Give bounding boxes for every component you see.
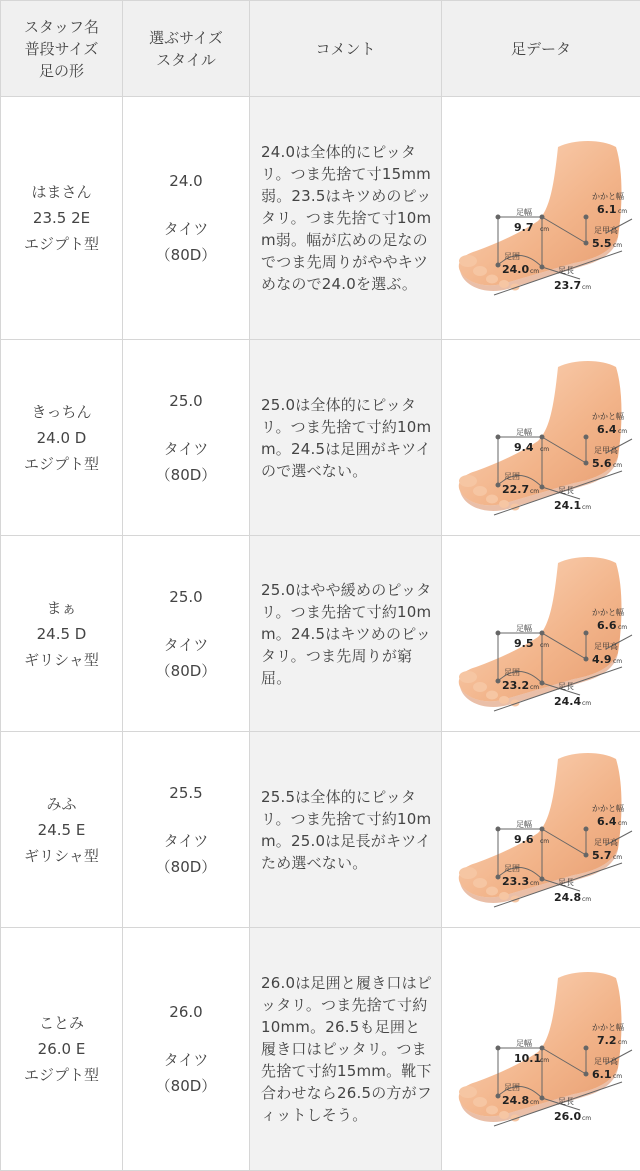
- heel-width-label: かかと幅: [592, 411, 624, 421]
- foot-length-value: 24.1: [554, 498, 582, 512]
- heel-width-label: かかと幅: [592, 192, 624, 201]
- comment-cell: 25.5は全体的にピッタリ。つま先捨て寸約10mm。25.0は足長がキツイため選べない。: [250, 732, 442, 928]
- heel-width-unit: cm: [618, 819, 628, 827]
- foot-length-label: 足長: [558, 485, 574, 495]
- chosen-size: 25.0: [169, 587, 203, 606]
- heel-width-value: 6.4: [597, 814, 617, 828]
- foot-width-unit: cm: [540, 445, 550, 453]
- heel-width-unit: cm: [618, 208, 628, 215]
- foot-length-value: 26.0: [554, 1110, 582, 1123]
- foot-girth-unit: cm: [530, 1099, 540, 1106]
- staff-foot-shape: エジプト型: [23, 1066, 99, 1084]
- instep-height-value: 5.5: [592, 237, 612, 250]
- heel-width-value: 6.6: [597, 618, 617, 632]
- comment-cell: 24.0は全体的にピッタリ。つま先捨て寸15mm弱。23.5はキツめのピッタリ。つま先捨て寸10mm弱。幅が広めの足なのでつま先周りがややキツめなので24.0を選ぶ。: [250, 97, 442, 340]
- instep-height-label: 足甲高: [594, 837, 618, 847]
- foot-length-unit: cm: [582, 503, 592, 511]
- foot-length-measure: [554, 878, 591, 904]
- instep-height-value: 5.7: [592, 848, 612, 862]
- foot-girth-label: 足囲: [504, 667, 520, 677]
- foot-width-value: 9.7: [514, 221, 534, 234]
- header-comment: コメント: [250, 1, 442, 97]
- header-foot-data: 足データ: [442, 1, 640, 97]
- heel-width-unit: cm: [618, 1039, 628, 1046]
- foot-data-cell: [442, 536, 640, 732]
- staff-cell: [1, 732, 123, 928]
- staff-usual-size: 24.5 D: [36, 624, 87, 643]
- foot-length-label: 足長: [558, 681, 574, 691]
- foot-width-value: 9.6: [514, 832, 534, 846]
- foot-measurement-figure: [446, 353, 636, 523]
- foot-girth-unit: cm: [530, 879, 540, 887]
- foot-length-label: 足長: [558, 266, 574, 275]
- instep-height-value: 4.9: [592, 652, 612, 666]
- instep-height-value: 6.1: [592, 1068, 612, 1081]
- instep-height-unit: cm: [613, 1073, 623, 1080]
- style-label: タイツ: [163, 220, 209, 238]
- denier-label: （80D）: [155, 246, 217, 264]
- size-cell: [123, 97, 250, 340]
- heel-width-value: 6.4: [597, 422, 617, 436]
- foot-length-value: 24.4: [554, 694, 582, 708]
- foot-width-unit: cm: [540, 837, 550, 845]
- foot-girth-unit: cm: [530, 268, 540, 275]
- denier-label: （80D）: [155, 465, 217, 484]
- comment-cell: 25.0はやや緩めのピッタリ。つま先捨て寸約10mm。24.5はキツめのピッタリ。つま先周りが窮屈。: [250, 536, 442, 732]
- comment-cell: 26.0は足囲と履き口はピッタリ。つま先捨て寸約10mm。26.5も足囲と履き口はピッタリ。つま先捨て寸約15mm。靴下合わせなら26.5の方がフィットしそう。: [250, 928, 442, 1171]
- foot-measurement-figure: [446, 133, 636, 303]
- foot-girth-unit: cm: [530, 683, 540, 691]
- chosen-size: 25.5: [169, 783, 203, 802]
- heel-width-value: 6.1: [597, 203, 617, 216]
- chosen-size: 26.0: [169, 1003, 203, 1021]
- foot-length-measure: [554, 266, 591, 292]
- chosen-size: 25.0: [169, 391, 203, 410]
- table-row: [1, 732, 640, 928]
- staff-cell: [1, 536, 123, 732]
- size-cell: [123, 732, 250, 928]
- staff-usual-size: 24.0 D: [36, 428, 87, 447]
- header-staff-name: スタッフ名: [23, 17, 99, 36]
- heel-width-measure: [592, 411, 627, 436]
- table-header: [1, 1, 640, 97]
- denier-label: （80D）: [155, 1077, 217, 1095]
- staff-usual-size: 23.5 2E: [32, 209, 91, 227]
- instep-height-unit: cm: [613, 657, 623, 665]
- style-label: タイツ: [163, 439, 209, 458]
- instep-height-label: 足甲高: [594, 1057, 618, 1066]
- header-size-style: スタイル: [156, 50, 216, 69]
- header-staff-usual-size: 普段サイズ: [24, 39, 99, 58]
- foot-girth-unit: cm: [530, 487, 540, 495]
- instep-height-label: 足甲高: [594, 226, 618, 235]
- foot-width-label: 足幅: [516, 427, 532, 437]
- staff-foot-shape: エジプト型: [23, 454, 99, 473]
- heel-width-label: かかと幅: [592, 607, 624, 617]
- foot-data-cell: [442, 340, 640, 536]
- foot-girth-label: 足囲: [504, 471, 520, 481]
- heel-width-unit: cm: [618, 623, 628, 631]
- foot-measurement-figure: [446, 549, 636, 719]
- foot-width-label: 足幅: [516, 208, 532, 217]
- denier-label: （80D）: [155, 661, 217, 680]
- foot-girth-value: 22.7: [502, 482, 530, 496]
- chosen-size: 24.0: [169, 172, 203, 190]
- table-row: [1, 536, 640, 732]
- heel-width-label: かかと幅: [592, 803, 624, 813]
- instep-height-unit: cm: [613, 853, 623, 861]
- foot-length-measure: [554, 1097, 591, 1123]
- staff-foot-shape: ギリシャ型: [24, 846, 99, 865]
- staff-usual-size: 24.5 E: [37, 820, 86, 839]
- style-label: タイツ: [163, 1051, 209, 1069]
- foot-length-unit: cm: [582, 895, 592, 903]
- heel-width-unit: cm: [618, 427, 628, 435]
- table-body: [1, 97, 640, 1171]
- foot-data-cell: [442, 97, 640, 340]
- foot-girth-value: 23.3: [502, 874, 530, 888]
- size-cell: [123, 536, 250, 732]
- foot-width-unit: cm: [540, 226, 550, 233]
- heel-width-value: 7.2: [597, 1034, 617, 1047]
- heel-width-measure: [592, 191, 627, 216]
- foot-length-measure: [554, 486, 591, 512]
- denier-label: （80D）: [155, 857, 217, 876]
- foot-girth-label: 足囲: [504, 863, 520, 873]
- staff-cell: [1, 97, 123, 340]
- foot-length-value: 23.7: [554, 279, 582, 292]
- instep-height-value: 5.6: [592, 456, 612, 470]
- table-row: [1, 928, 640, 1171]
- staff-usual-size: 26.0 E: [37, 1040, 86, 1058]
- table-row: [1, 340, 640, 536]
- foot-width-value: 9.5: [514, 636, 534, 650]
- foot-width-value: 10.1: [514, 1052, 542, 1065]
- foot-measurement-figure: [446, 964, 636, 1134]
- foot-length-value: 24.8: [554, 890, 582, 904]
- instep-height-unit: cm: [613, 242, 623, 249]
- heel-width-measure: [592, 1022, 627, 1047]
- staff-cell: [1, 340, 123, 536]
- foot-girth-value: 24.8: [502, 1094, 530, 1107]
- staff-name: きっちん: [31, 402, 92, 421]
- staff-name: はまさん: [31, 183, 92, 201]
- comment-cell: 25.0は全体的にピッタリ。つま先捨て寸約10mm。24.5は足囲がキツイので選べない。: [250, 340, 442, 536]
- foot-girth-label: 足囲: [504, 252, 520, 261]
- size-cell: [123, 340, 250, 536]
- style-label: タイツ: [163, 831, 209, 850]
- header-size-chosen: 選ぶサイズ: [149, 28, 223, 47]
- size-cell: [123, 928, 250, 1171]
- foot-length-measure: [554, 682, 591, 708]
- foot-length-label: 足長: [558, 1097, 574, 1106]
- heel-width-measure: [592, 803, 627, 828]
- style-label: タイツ: [163, 635, 209, 654]
- foot-length-unit: cm: [582, 284, 592, 291]
- header-staff-foot-shape: 足の形: [38, 61, 84, 80]
- foot-width-label: 足幅: [516, 819, 532, 829]
- header-staff: [1, 1, 123, 97]
- foot-width-label: 足幅: [516, 623, 532, 633]
- foot-length-unit: cm: [582, 699, 592, 707]
- heel-width-label: かかと幅: [592, 1023, 624, 1032]
- foot-width-unit: cm: [540, 641, 550, 649]
- foot-girth-value: 24.0: [502, 263, 530, 276]
- instep-height-label: 足甲高: [594, 445, 618, 455]
- header-size: [123, 1, 250, 97]
- instep-height-label: 足甲高: [594, 641, 618, 651]
- foot-width-label: 足幅: [516, 1039, 532, 1048]
- staff-foot-shape: エジプト型: [23, 235, 99, 253]
- instep-height-unit: cm: [613, 461, 623, 469]
- staff-name: まぁ: [46, 598, 77, 617]
- table-row: [1, 97, 640, 340]
- foot-width-value: 9.4: [514, 440, 534, 454]
- staff-name: ことみ: [38, 1014, 84, 1032]
- foot-length-label: 足長: [558, 877, 574, 887]
- heel-width-measure: [592, 607, 627, 632]
- staff-foot-shape: ギリシャ型: [24, 650, 99, 669]
- foot-data-cell: [442, 928, 640, 1171]
- foot-data-cell: [442, 732, 640, 928]
- staff-name: みふ: [46, 794, 77, 813]
- foot-width-unit: cm: [540, 1057, 550, 1064]
- foot-measurement-figure: [446, 745, 636, 915]
- foot-girth-label: 足囲: [504, 1083, 520, 1092]
- staff-cell: [1, 928, 123, 1171]
- foot-girth-value: 23.2: [502, 678, 530, 692]
- foot-length-unit: cm: [582, 1115, 592, 1122]
